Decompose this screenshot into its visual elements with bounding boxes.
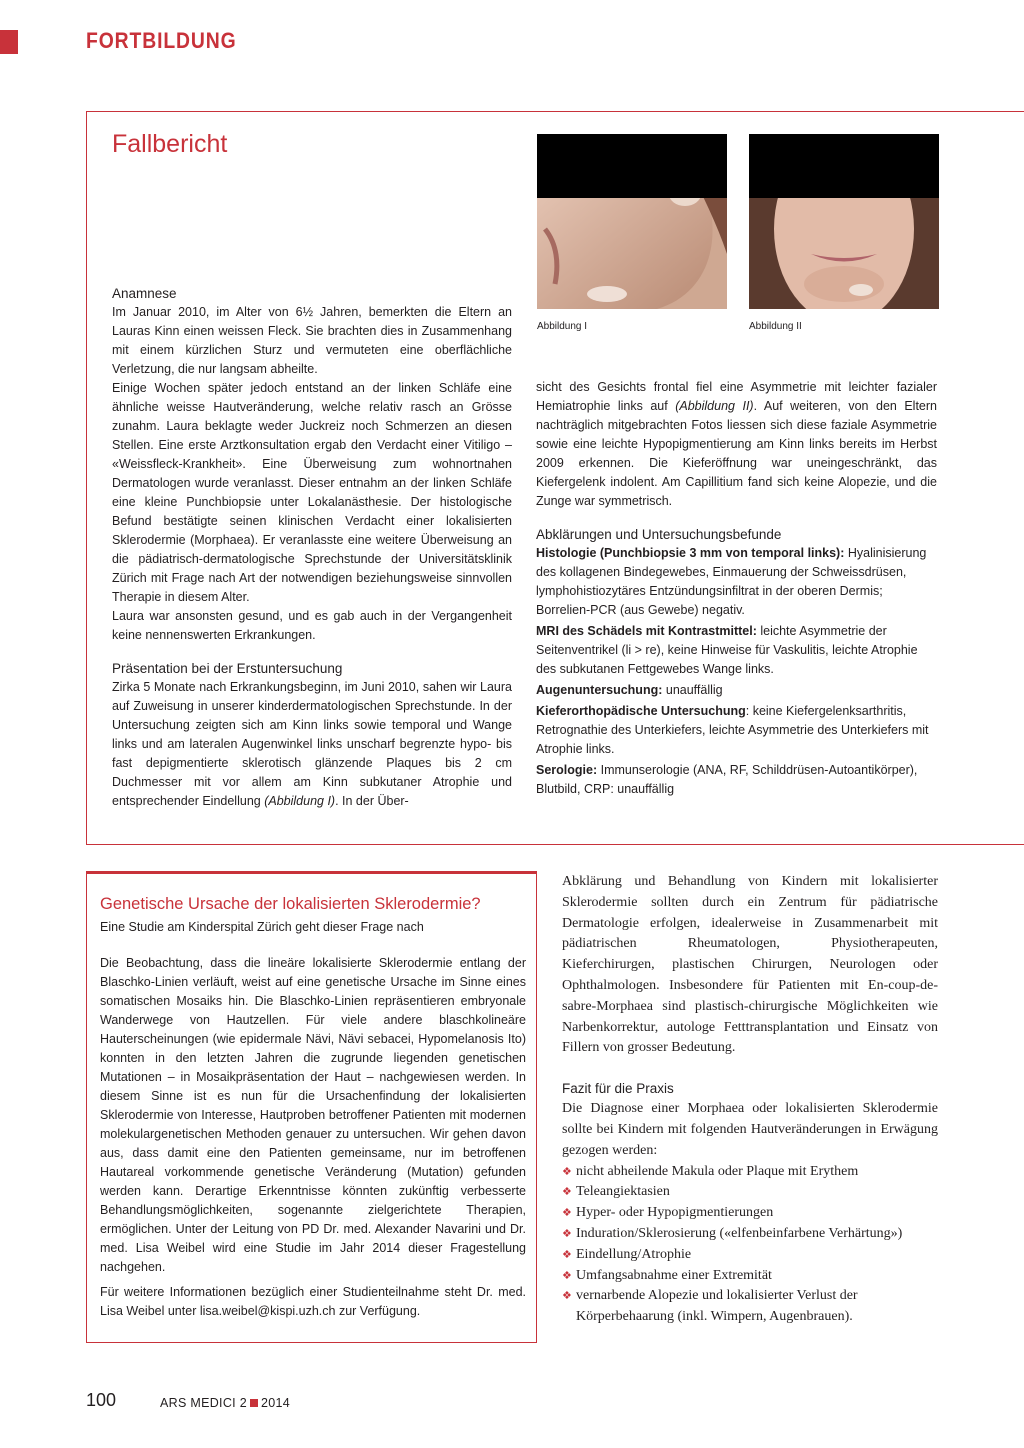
fazit-heading: Fazit für die Praxis bbox=[562, 1081, 674, 1097]
anamnese-paragraph: Laura war ansonsten gesund, und es gab auch in der Vergangenheit keine nennenswerten Erkrankungen. bbox=[112, 609, 512, 642]
list-item: ❖ Induration/Sklerosierung («elfenbeinfarbene Verhärtung») bbox=[562, 1224, 938, 1245]
magazine-issue: ARS MEDICI 2 2014 bbox=[160, 1396, 290, 1410]
list-item: ❖ Eindellung/Atrophie bbox=[562, 1245, 938, 1266]
figure-reference: (Abbildung II) bbox=[675, 399, 754, 413]
treatment-paragraph: Abklärung und Behandlung von Kindern mit lokalisierter Sklerodermie sollten durch ein Zentrum für pädiatrische Dermatologie erfolgen, idealerweise in Zusammenarbeit mit pädiatrischen Rheumatologen, Physiotherapeuten, Kieferchirurgen, plastischen Chirurgen, Neurologen oder Ophthalmologen. Insbesondere für Patienten mit En-coup-de-sabre-Morphaea sind plastisch-chirurgische Möglichkeiten wie Narbenkorrektur, autologe Fetttransplantation und Einsatz von Fillern von grosser Bedeutung. bbox=[562, 874, 938, 1056]
presentation-heading: Präsentation bei der Erstuntersuchung bbox=[112, 661, 343, 676]
list-item: ❖ vernarbende Alopezie und lokalisierter Verlust der Körperbehaarung (inkl. Wimpern, Augenbrauen). bbox=[562, 1288, 858, 1325]
presentation-paragraph: Zirka 5 Monate nach Erkrankungsbeginn, im Juni 2010, sahen wir Laura auf Zuweisung in unserer kinderdermatologischen Sprechstunde. In der Untersuchung zeigten sich am Kinn links sowie temporal und Wange links und am lateralen Augenwinkel links unscharf begrenzte hypo- bis fast depigmentierte sklerotisch glänzende Plaques bis 2 cm Duchmesser mit vor allem am Kinn subkutaner Atrophie und entsprechender Eindellung (Abbildung I). In der Über- bbox=[112, 680, 512, 808]
page-number: 100 bbox=[86, 1390, 117, 1410]
diamond-bullet-icon: ❖ bbox=[562, 1248, 572, 1261]
figure-1-photo bbox=[537, 134, 727, 309]
genetics-box-body bbox=[100, 954, 526, 1321]
fazit-list bbox=[562, 1162, 938, 1328]
finding-item: MRI des Schädels mit Kontrastmittel: leichte Asymmetrie der Seitenventrikel (li > re), keine Hinweise für Vaskulitis, leichte Atrophie des subkutanen Fettgewebes Wange links. bbox=[536, 624, 918, 676]
finding-item: Augenuntersuchung: unauffällig bbox=[536, 683, 723, 697]
finding-item: Serologie: Immunserologie (ANA, RF, Schilddrüsen-Autoantikörper), Blutbild, CRP: unauffällig bbox=[536, 763, 918, 796]
section-marker bbox=[0, 30, 18, 54]
diamond-bullet-icon: ❖ bbox=[562, 1186, 572, 1199]
anamnese-paragraph: Im Januar 2010, im Alter von 6½ Jahren, bemerkten die Eltern an Lauras Kinn einen weissen Fleck. Sie brachten dies in Zusammenhang mit einem kürzlichen Sturz und vermuteten eine oberflächliche Verletzung, die nur langsam abheilte. bbox=[112, 305, 512, 376]
diamond-bullet-icon: ❖ bbox=[562, 1165, 572, 1178]
fazit-intro: Die Diagnose einer Morphaea oder lokalisierten Sklerodermie sollte bei Kindern mit folgenden Hautveränderungen in Erwägung gezogen werden: bbox=[562, 1101, 938, 1158]
diamond-bullet-icon: ❖ bbox=[562, 1269, 572, 1282]
case-left-column bbox=[112, 284, 512, 811]
genetics-paragraph: Die Beobachtung, dass die lineäre lokalisierte Sklerodermie entlang der Blaschko-Linien verläuft, weist auf eine genetische Ursache im Sinne eines somatischen Mosaiks hin. Die Blaschko-Linien repräsentieren embryonale Wanderwege von Hautzellen. Für viele andere blaschkolineäre Hauterscheinungen (wie epidermale Nävi, Nävi sebacei, Hypomelanosis Ito) konnten in den letzten Jahren die zugrunde liegenden genetischen Mutationen – in Mosaikpräsentation der Haut – nachgewiesen werden. In diesem Sinne ist es nun für die Ursachenfindung der lokalisierten Sklerodermie von Interesse, Hautproben betroffener Patienten mit modernen molekulargenetischen Methoden genauer zu untersuchen. Wir gehen davon aus, dass damit eine den Patienten gemeinsame, nur im betroffenen Hautareal vorkommende genetische Veränderung (Mutation) gefunden werden kann. Derartige Erkenntnisse könnten zukünftig verbesserte Behandlungsmöglichkeiten, sogenannte zielgerichtete Therapien, ermöglichen. Unter der Leitung von PD Dr. med. Alexander Navarini und Dr. med. Lisa Weibel wird eine Studie im Jahr 2014 dieser Fragestellung nachgehen. bbox=[100, 956, 526, 1274]
anonymization-bar bbox=[537, 134, 727, 198]
anonymization-bar bbox=[749, 134, 939, 198]
diamond-bullet-icon: ❖ bbox=[562, 1290, 572, 1303]
genetics-contact-paragraph: Für weitere Informationen bezüglich einer Studienteilnahme steht Dr. med. Lisa Weibel unter lisa.weibel@kispi.uzh.ch zur Verfügung. bbox=[100, 1285, 526, 1318]
figure-2-caption: Abbildung II bbox=[749, 321, 802, 332]
case-report-title: Fallbericht bbox=[112, 130, 228, 158]
presentation-continued: sicht des Gesichts frontal fiel eine Asymmetrie mit leichter fazialer Hemiatrophie links auf (Abbildung II). Auf weiteren, von den Eltern nachträglich mitgebrachten Fotos liessen sich diese faziale Asymmetrie sowie eine leichte Hypopigmentierung am Kinn links bereits im Herbst 2009 erkennen. Die Kieferöffnung war uneingeschränkt, das Kiefergelenk indolent. Am Capillitium fand sich keine Alopezie, und die Zunge war symmetrisch. bbox=[536, 380, 937, 508]
list-item: ❖ nicht abheilende Makula oder Plaque mit Erythem bbox=[562, 1162, 938, 1183]
genetics-box-subtitle: Eine Studie am Kinderspital Zürich geht dieser Frage nach bbox=[100, 920, 424, 934]
anamnese-heading: Anamnese bbox=[112, 286, 177, 301]
figure-reference: (Abbildung I) bbox=[264, 794, 336, 808]
finding-item: Kieferorthopädische Untersuchung: keine Kiefergelenksarthritis, Retrognathie des Unterkiefers, leichte Asymmetrie des Unterkiefers mit Atrophie links. bbox=[536, 704, 929, 756]
diamond-bullet-icon: ❖ bbox=[562, 1207, 572, 1220]
figure-1-caption: Abbildung I bbox=[537, 321, 588, 332]
square-separator-icon bbox=[250, 1399, 258, 1407]
list-item: ❖ Umfangsabnahme einer Extremität bbox=[562, 1266, 938, 1287]
genetics-box-title: Genetische Ursache der lokalisierten Sklerodermie? bbox=[100, 895, 481, 913]
findings-heading: Abklärungen und Untersuchungsbefunde bbox=[536, 527, 782, 542]
diamond-bullet-icon: ❖ bbox=[562, 1227, 572, 1240]
list-item: ❖ Teleangiektasien bbox=[562, 1182, 938, 1203]
finding-item: Histologie (Punchbiopsie 3 mm von temporal links): Hyalinisierung des kollagenen Bindegewebes, Einmauerung der Schweissdrüsen, lymphohistiozytäres Entzündungsinfiltrat in der oberen Dermis; Borrelien-PCR (aus Gewebe) negativ. bbox=[536, 546, 927, 617]
anamnese-paragraph: Einige Wochen später jedoch entstand an der linken Schläfe eine ähnliche weisse Hautveränderung, welche relativ rasch an Grösse zunahm. Laura beklagte weder Juckreiz noch Schmerzen an diesen Stellen. Eine erste Arztkonsultation ergab den Verdacht einer Vitiligo – «Weissfleck-Krankheit». Eine Überweisung zum wohnortnahen Dermatologen wurde veranlasst. Dieser entnahm an der linken Schläfe eine kleine Punchbiopsie unter Lokalanästhesie. Der histologische Befund bestätigte seinen klinischen Verdacht einer lokalisierten Sklerodermie (Morphaea). Er veranlasste eine weitere Überweisung an die pädiatrisch-dermatologische Sprechstunde der Universitätsklinik Zürich mit Frage nach Art der notwendigen beziehungsweise sinnvollen Therapie in diesem Alter. bbox=[112, 381, 512, 604]
section-label: FORTBILDUNG bbox=[86, 28, 237, 53]
treatment-column bbox=[562, 872, 938, 1328]
case-right-column bbox=[536, 378, 937, 799]
figure-2-photo bbox=[749, 134, 939, 309]
list-item: ❖ Hyper- oder Hypopigmentierungen bbox=[562, 1203, 938, 1224]
